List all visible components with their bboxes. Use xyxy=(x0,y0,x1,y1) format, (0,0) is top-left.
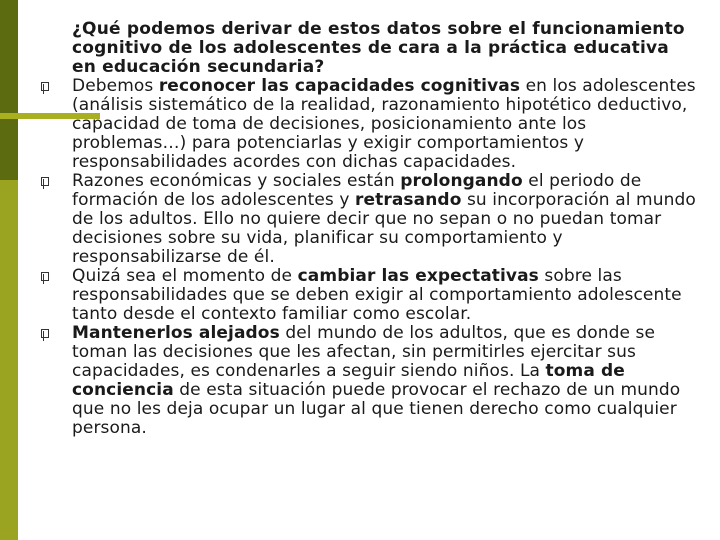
slide-title: ¿Qué podemos derivar de estos datos sobre el funcionamiento cognitivo de los adolescentes de cara a la práctica educativa en educación secundaria? xyxy=(72,19,685,77)
text-run: en los adolescentes (análisis sistemático de la realidad, razonamiento hipotético deductivo, capacidad de toma de decisiones, posicionamiento ante los problemas…) para potenciarlas y exigir comportamientos y responsabilidades acordes con dichas capacidades. xyxy=(72,76,696,172)
bullet-item xyxy=(38,172,698,267)
text-run: de esta situación puede provocar el rechazo de un mundo que no les deja ocupar un lugar al que tienen derecho como cualquier persona. xyxy=(72,380,681,438)
bold-text-run: toma de conciencia xyxy=(72,361,625,400)
bold-text-run: Mantenerlos alejados xyxy=(72,323,280,343)
square-bullet-icon xyxy=(41,177,49,186)
bullet-item xyxy=(38,267,698,324)
bullet-item xyxy=(38,77,698,172)
bold-text-run: prolongando xyxy=(400,171,523,191)
left-accent-bar-dark xyxy=(0,0,18,180)
text-run: sobre las responsabilidades que se deben exigir al comportamiento adolescente tanto desde el contexto familiar como escolar. xyxy=(72,266,682,324)
text-run: Quizá sea el momento de xyxy=(72,266,298,286)
bullet-list xyxy=(38,77,698,438)
text-run: Debemos xyxy=(72,76,159,96)
left-accent-bar xyxy=(0,0,18,540)
text-run: Razones económicas y sociales están xyxy=(72,171,401,191)
bullet-text xyxy=(72,266,682,324)
text-run: del mundo de los adultos, que es donde se toman las decisiones que les afectan, sin permitirles ejercitar sus capacidades, es condenarles a seguir siendo niños. La xyxy=(72,323,656,381)
square-bullet-icon xyxy=(41,82,49,91)
bullet-text xyxy=(72,171,696,267)
bullet-item xyxy=(38,324,698,438)
bold-text-run: retrasando xyxy=(355,190,462,210)
bold-text-run: cambiar las expectativas xyxy=(297,266,539,286)
square-bullet-icon xyxy=(41,329,49,338)
bold-text-run: reconocer las capacidades cognitivas xyxy=(158,76,521,96)
slide-content xyxy=(38,20,698,438)
text-run: su incorporación al mundo de los adultos. Ello no quiere decir que no sepan o no puedan tomar decisiones sobre su vida, planificar su comportamiento y responsabilizarse de él. xyxy=(72,190,696,267)
square-bullet-icon xyxy=(41,272,49,281)
text-run: el periodo de formación de los adolescentes y xyxy=(72,171,642,210)
bullet-text xyxy=(72,76,696,172)
bullet-text xyxy=(72,323,680,438)
